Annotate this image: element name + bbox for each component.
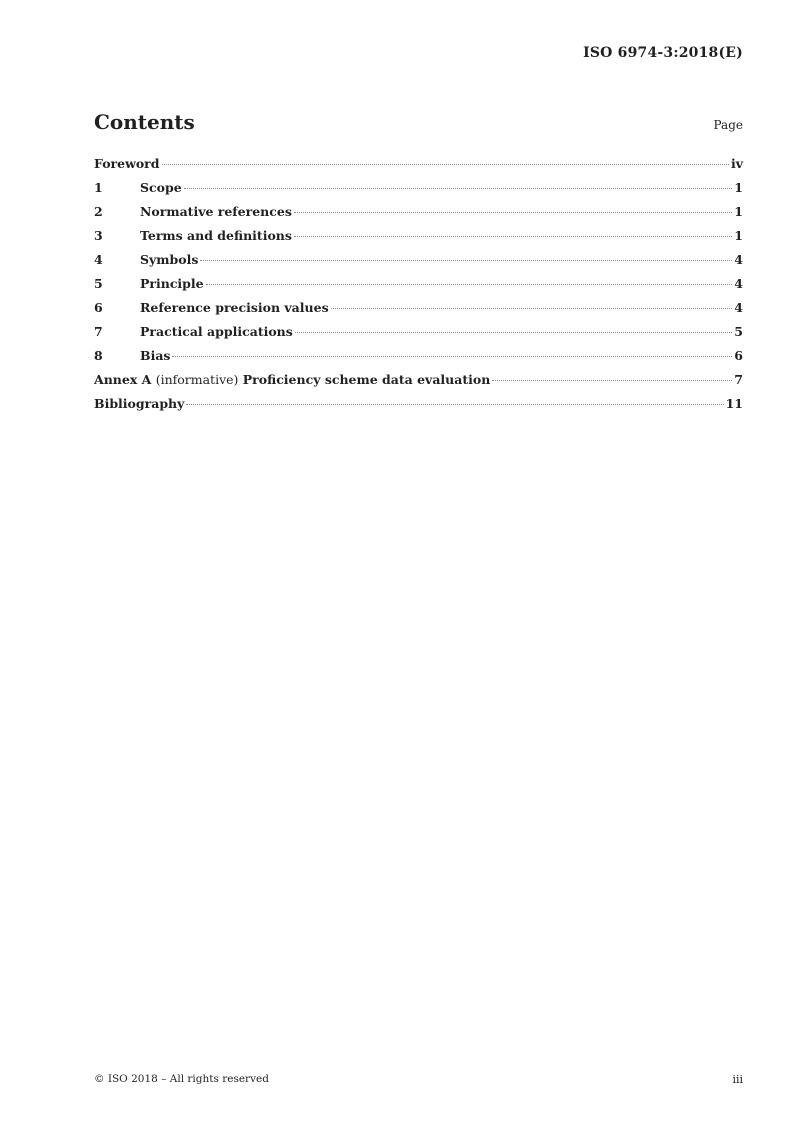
toc-entry-title: Reference precision values (140, 300, 329, 315)
toc-entry-symbols[interactable] (94, 250, 743, 274)
table-of-contents (94, 154, 743, 418)
toc-entry-annex-a[interactable] (94, 370, 743, 394)
toc-leader-dots (295, 331, 732, 333)
toc-entry-terms-and-definitions[interactable] (94, 226, 743, 250)
page-number: iii (732, 1073, 743, 1086)
toc-leader-dots (172, 355, 732, 357)
toc-entry-title: Symbols (140, 252, 199, 267)
toc-entry-scope[interactable] (94, 178, 743, 202)
toc-leader-dots (331, 307, 733, 309)
toc-entry-number: 5 (94, 276, 103, 291)
toc-entry-principle[interactable] (94, 274, 743, 298)
toc-leader-dots (492, 379, 732, 381)
toc-entry-number: 7 (94, 324, 103, 339)
toc-entry-page: 7 (734, 372, 743, 387)
toc-entry-title: Principle (140, 276, 204, 291)
toc-entry-title: Bibliography (94, 396, 185, 411)
toc-leader-dots (162, 163, 729, 165)
toc-leader-dots (294, 211, 732, 213)
toc-entry-bias[interactable] (94, 346, 743, 370)
toc-entry-title: Scope (140, 180, 182, 195)
toc-entry-title: Normative references (140, 204, 292, 219)
toc-entry-foreword[interactable] (94, 154, 743, 178)
toc-entry-title: Terms and definitions (140, 228, 292, 243)
toc-entry-normative-references[interactable] (94, 202, 743, 226)
contents-heading: Contents (94, 110, 195, 134)
toc-entry-number: 4 (94, 252, 103, 267)
toc-entry-number: 2 (94, 204, 103, 219)
page-column-label: Page (713, 118, 743, 132)
toc-entry-number: 1 (94, 180, 103, 195)
annex-label: Annex A (94, 372, 152, 387)
toc-entry-reference-precision-values[interactable] (94, 298, 743, 322)
copyright-notice: © ISO 2018 – All rights reserved (94, 1073, 269, 1085)
toc-entry-title: Bias (140, 348, 171, 363)
toc-entry-page: 6 (734, 348, 743, 363)
toc-entry-title (94, 370, 490, 390)
toc-leader-dots (186, 403, 723, 405)
toc-entry-page: 4 (734, 276, 743, 291)
toc-entry-bibliography[interactable] (94, 394, 743, 418)
toc-entry-page: 4 (734, 300, 743, 315)
toc-entry-page: iv (730, 156, 743, 171)
toc-entry-number: 6 (94, 300, 103, 315)
annex-type: (informative) (155, 372, 239, 387)
toc-entry-number: 8 (94, 348, 103, 363)
document-id: ISO 6974-3:2018(E) (583, 45, 743, 61)
toc-entry-page: 4 (734, 252, 743, 267)
toc-entry-practical-applications[interactable] (94, 322, 743, 346)
toc-leader-dots (184, 187, 733, 189)
toc-leader-dots (200, 259, 732, 261)
toc-entry-page: 1 (734, 204, 743, 219)
toc-entry-title: Practical applications (140, 324, 293, 339)
toc-entry-title: Foreword (94, 156, 160, 171)
toc-entry-page: 5 (734, 324, 743, 339)
toc-leader-dots (294, 235, 732, 237)
annex-title: Proficiency scheme data evaluation (242, 372, 491, 387)
toc-entry-page: 1 (734, 228, 743, 243)
toc-entry-page: 1 (734, 180, 743, 195)
toc-entry-page: 11 (725, 396, 743, 411)
toc-leader-dots (206, 283, 733, 285)
toc-entry-number: 3 (94, 228, 103, 243)
